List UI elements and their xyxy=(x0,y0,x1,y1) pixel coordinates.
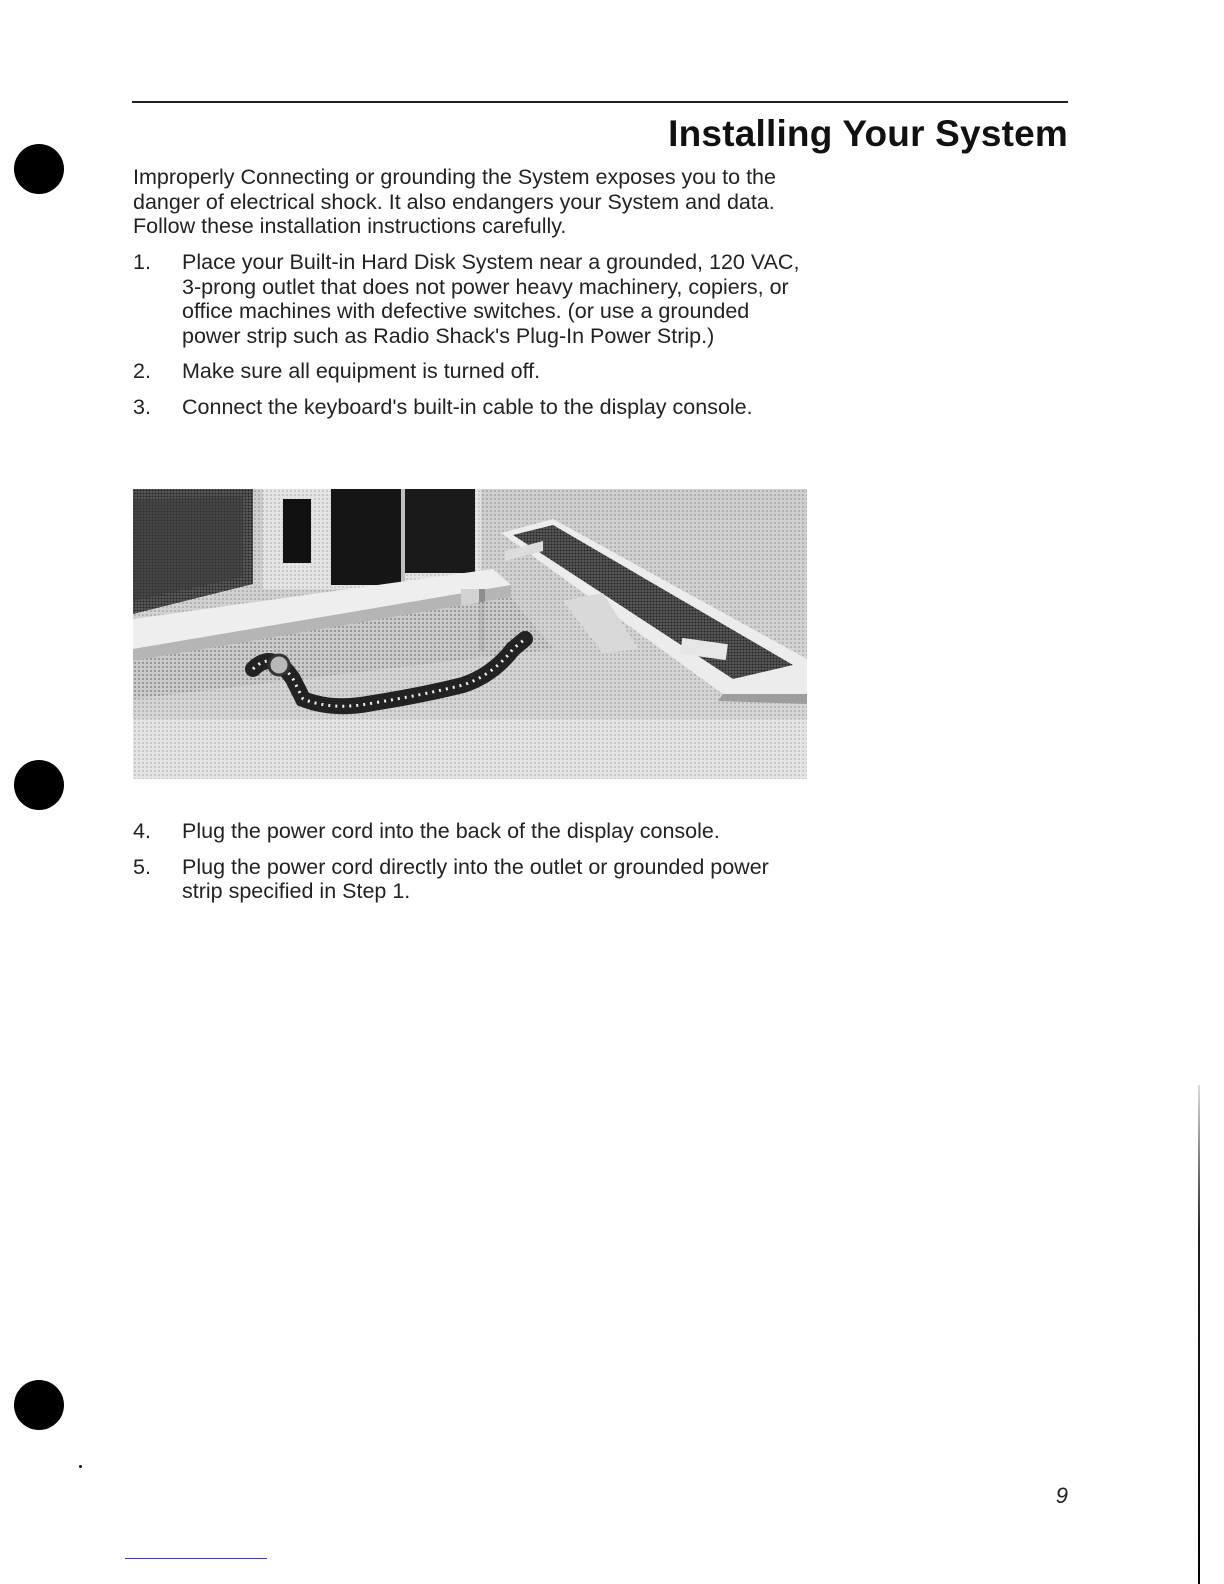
step-text: Plug the power cord directly into the outlet or grounded power strip specified in Step 1. xyxy=(182,854,769,903)
step-text: Connect the keyboard's built-in cable to the display console. xyxy=(182,394,753,419)
intro-paragraph: Improperly Connecting or grounding the System exposes you to the danger of electrical shock. It also endangers your System and data. Follow these installation instructions carefully. xyxy=(133,165,776,238)
list-item xyxy=(133,855,813,904)
scan-edge-line xyxy=(1198,1085,1200,1584)
step-number: 1. xyxy=(133,250,151,274)
step-number: 3. xyxy=(133,394,151,419)
steps-list xyxy=(133,819,813,915)
binder-hole xyxy=(14,144,64,194)
binder-hole xyxy=(14,1380,64,1430)
page-number: 9 xyxy=(1055,1483,1068,1508)
step-number: 4. xyxy=(133,819,151,843)
step-number: 2. xyxy=(133,359,151,383)
list-item xyxy=(133,395,813,420)
binder-hole xyxy=(14,760,64,810)
steps-list xyxy=(133,250,813,430)
list-item xyxy=(133,819,813,844)
step-text: Place your Built-in Hard Disk System near a grounded, 120 VAC, 3-prong outlet that does not power heavy machinery, copiers, or office machines with defective switches. (or use a grounded power strip such as Radio Shack's Plug-In Power Strip.) xyxy=(182,250,800,348)
header-rule xyxy=(132,101,1068,103)
list-item xyxy=(133,250,813,348)
list-item xyxy=(133,359,813,384)
step-text: Make sure all equipment is turned off. xyxy=(182,359,541,383)
keyboard-cable-photo xyxy=(133,489,807,779)
scan-speck xyxy=(79,1465,82,1468)
footer-rule xyxy=(125,1558,267,1559)
step-text: Plug the power cord into the back of the display console. xyxy=(182,819,720,843)
page-title: Installing Your System xyxy=(668,113,1068,154)
step-number: 5. xyxy=(133,854,151,879)
